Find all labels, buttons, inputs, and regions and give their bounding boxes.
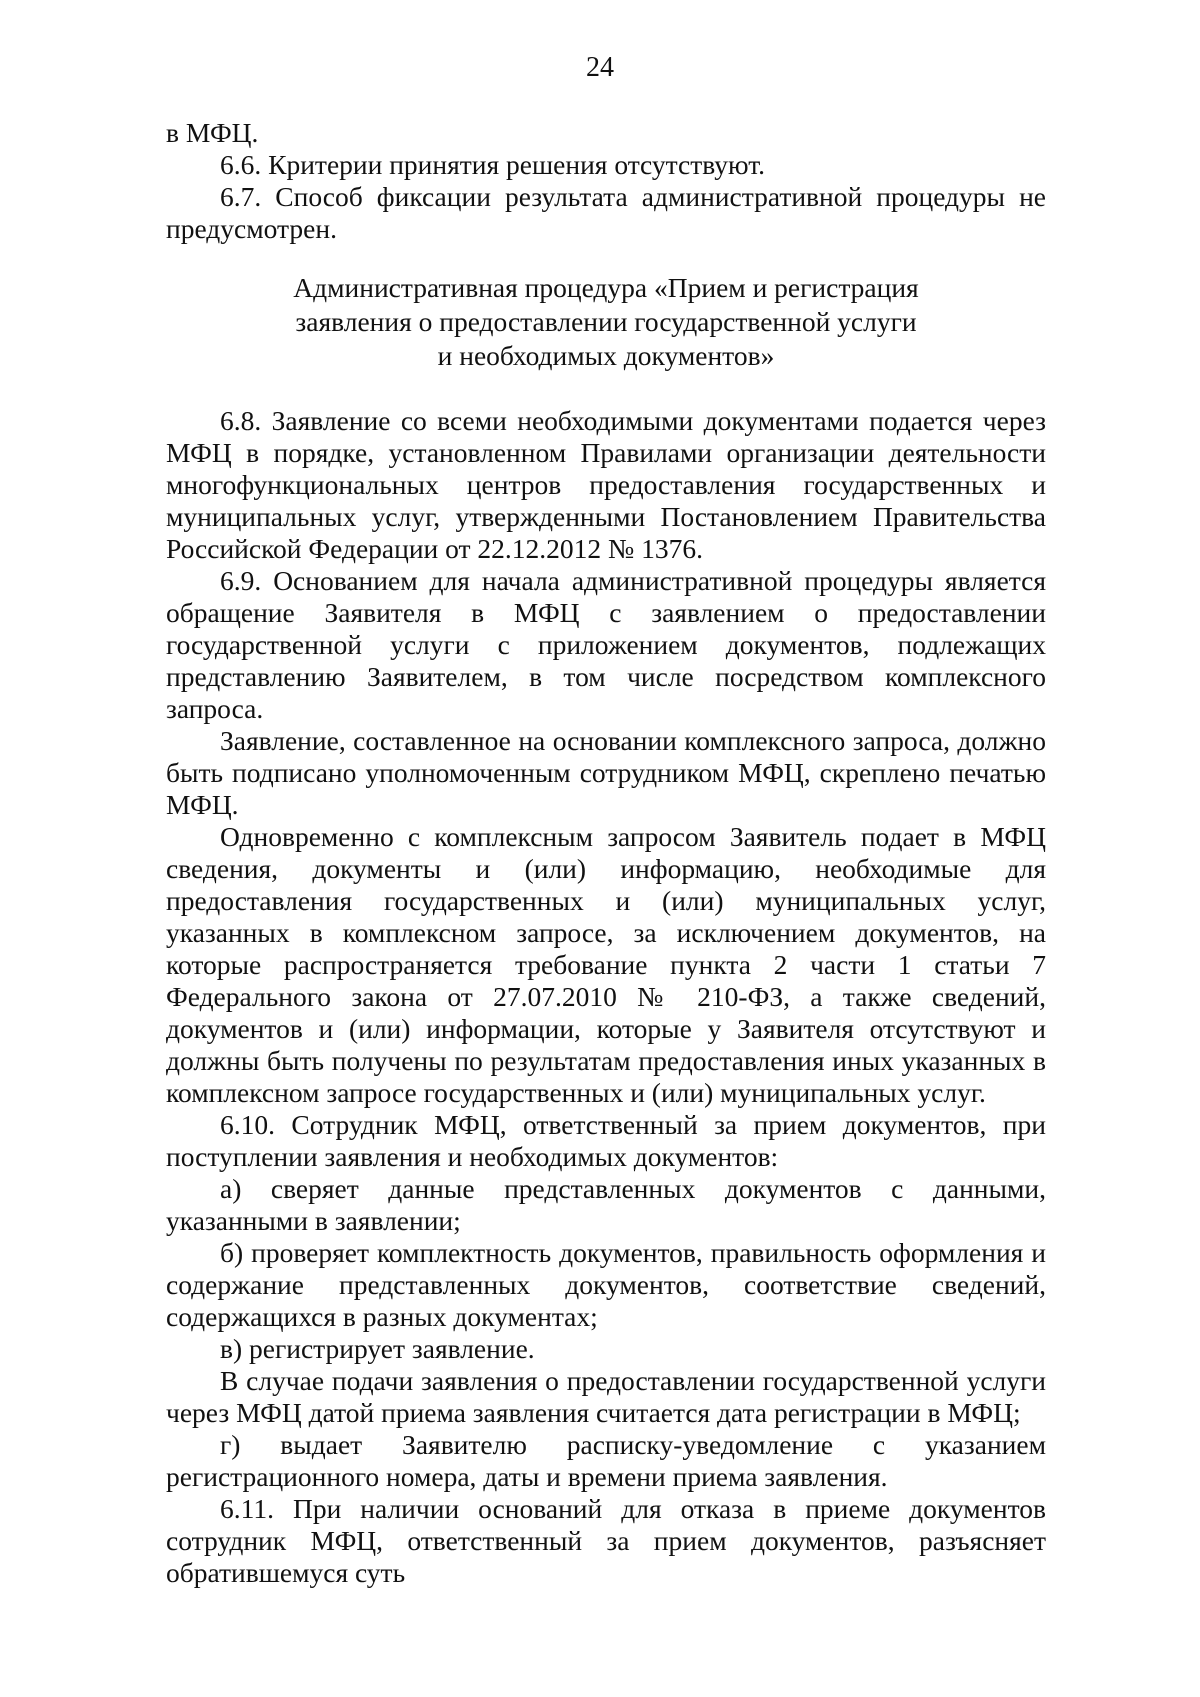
- list-item-a: а) сверяет данные представленных документов с данными, указанными в заявлении;: [166, 1173, 1046, 1236]
- paragraph-6-7: 6.7. Способ фиксации результата административной процедуры не предусмотрен.: [166, 181, 1046, 244]
- section-heading: [166, 271, 1046, 373]
- section-heading-line-3: и необходимых документов»: [437, 340, 775, 371]
- paragraph-6-10: 6.10. Сотрудник МФЦ, ответственный за прием документов, при поступлении заявления и необходимых документов:: [166, 1109, 1046, 1172]
- paragraph-6-8: 6.8. Заявление со всеми необходимыми документами подается через МФЦ в порядке, установленном Правилами организации деятельности многофункциональных центров предоставления государственных и муниципальных услуг, утвержденными Постановлением Правительства Российской Федерации от 22.12.2012 № 1376.: [166, 405, 1046, 564]
- paragraph-complex-request-documents: Одновременно с комплексным запросом Заявитель подает в МФЦ сведения, документы и (или) информацию, необходимые для предоставления государственных и (или) муниципальных услуг, указанных в комплексном запросе, за исключением документов, на которые распространяется требование пункта 2 части 1 статьи 7 Федерального закона от 27.07.2010 № 210-ФЗ, а также сведений, документов и (или) информации, которые у Заявителя отсутствуют и должны быть получены по результатам предоставления иных указанных в комплексном запросе государственных и (или) муниципальных услуг.: [166, 821, 1046, 1108]
- paragraph-6-6: 6.6. Критерии принятия решения отсутствуют.: [220, 149, 766, 180]
- page-number: 24: [586, 52, 614, 83]
- paragraph-complex-request-signature: Заявление, составленное на основании комплексного запроса, должно быть подписано уполномоченным сотрудником МФЦ, скреплено печатью МФЦ.: [166, 725, 1046, 820]
- paragraph-6-11: 6.11. При наличии оснований для отказа в приеме документов сотрудник МФЦ, ответственный за прием документов, разъясняет обратившемуся суть: [166, 1493, 1046, 1588]
- paragraph-continuation: в МФЦ.: [166, 117, 259, 148]
- section-heading-line-2: заявления о предоставлении государственной услуги: [295, 306, 917, 337]
- paragraph-6-9: 6.9. Основанием для начала административной процедуры является обращение Заявителя в МФЦ с заявлением о предоставлении государственной услуги с приложением документов, подлежащих представлению Заявителем, в том числе посредством комплексного запроса.: [166, 565, 1046, 724]
- list-item-g: г) выдает Заявителю расписку-уведомление с указанием регистрационного номера, даты и времени приема заявления.: [166, 1429, 1046, 1492]
- document-body: [166, 117, 1046, 1589]
- paragraph-registration-date: В случае подачи заявления о предоставлении государственной услуги через МФЦ датой приема заявления считается дата регистрации в МФЦ;: [166, 1365, 1046, 1428]
- section-heading-line-1: Административная процедура «Прием и регистрация: [293, 272, 919, 303]
- list-item-b: б) проверяет комплектность документов, правильность оформления и содержание представленных документов, соответствие сведений, содержащихся в разных документах;: [166, 1237, 1046, 1332]
- list-item-v: в) регистрирует заявление.: [220, 1333, 535, 1364]
